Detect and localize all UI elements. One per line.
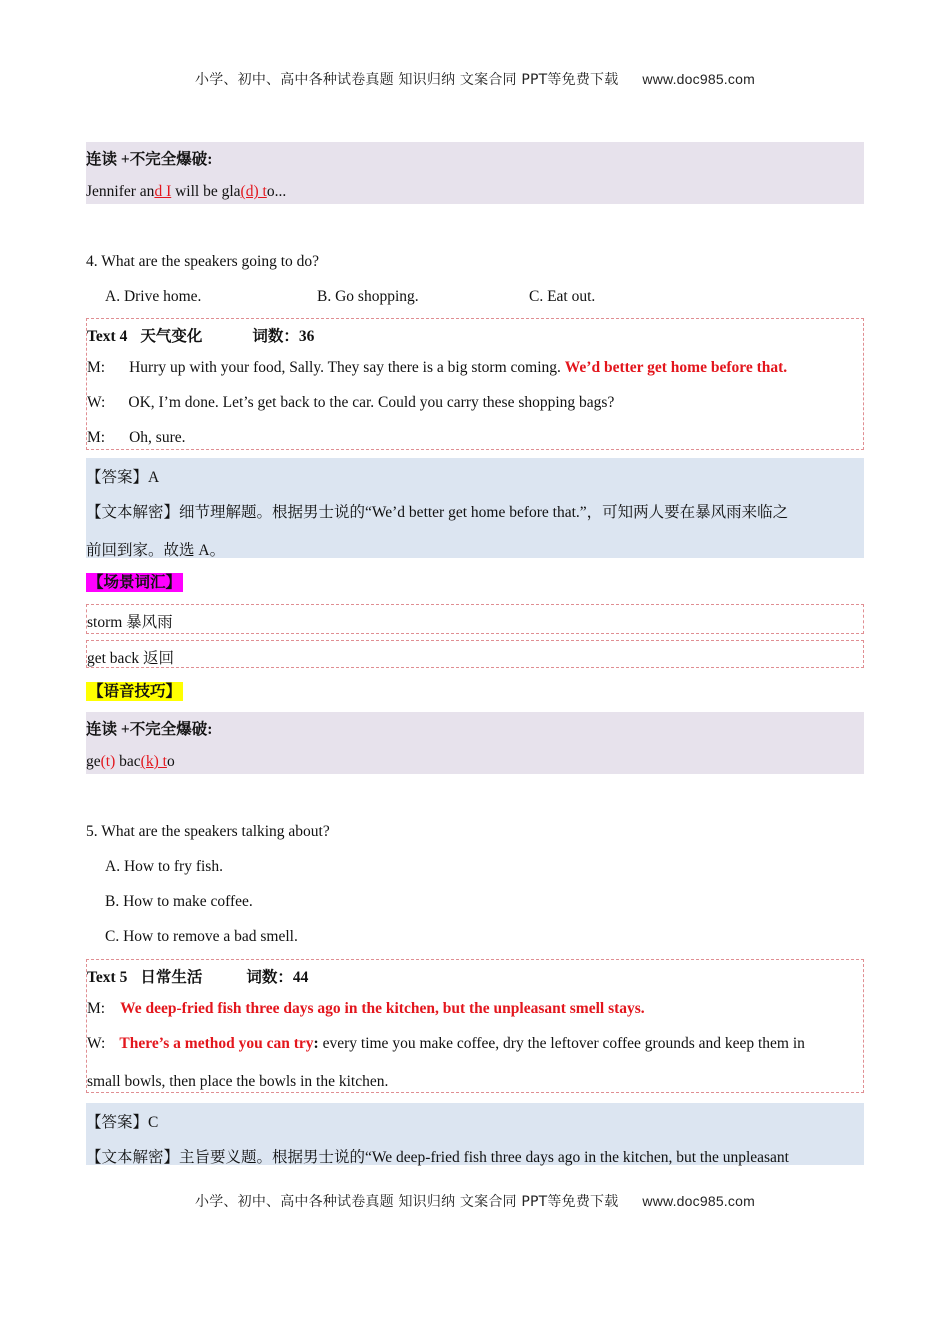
answer-block-4 [86,458,864,558]
liaison-text: bac [115,753,141,770]
explanation-4-line-2: 前回到家。故选 A。 [86,542,226,559]
speaker-label: M: [87,1000,106,1017]
liaison-block-4 [86,712,864,774]
q5-option-b: B. How to make coffee. [105,893,253,910]
header-site-link[interactable]: www.doc985.com [642,71,755,87]
q5-option-c: C. How to remove a bad smell. [105,928,298,945]
key-sentence: There’s a method you can try [119,1035,314,1052]
q4-option-b: B. Go shopping. [317,288,419,305]
vocab-item [86,640,864,668]
dialogue-text: OK, I’m done. Let’s get back to the car. Could you carry these shopping bags? [128,394,615,411]
answer-4: 【答案】A [86,469,160,486]
liaison-mark: d I [154,183,172,200]
liaison-text: Jennifer an [86,183,155,200]
transcript-text-4 [86,318,864,450]
vocab-tag-label: 【场景词汇】 [88,574,182,591]
question-5: 5. What are the speakers talking about? [86,823,330,840]
liaison-title: 连读 +不完全爆破: [86,721,213,738]
phonetics-tag [86,682,183,701]
text-topic: 日常生活 [140,969,203,986]
dialogue-line [87,359,787,377]
vocab-item [86,604,864,634]
liaison-text: will be gla [171,183,241,200]
footer-text: 小学、初中、高中各种试卷真题 知识归纳 文案合同 PPT等免费下载 [195,1194,619,1210]
dialogue-line [87,429,186,447]
speaker-label: M: [87,359,106,376]
vocab-tag [86,573,183,592]
liaison-example [86,753,175,771]
dialogue-text: Oh, sure. [129,429,186,446]
page-footer [0,1191,950,1211]
liaison-mark: (k) t [140,753,167,770]
speaker-label: W: [87,1035,106,1052]
key-sentence: We deep-fried fish three days ago in the kitchen, but the unpleasant smell stays. [120,1000,645,1017]
dialogue-text: every time you make coffee, dry the leftover coffee grounds and keep them in [318,1035,805,1052]
liaison-title: 连读 +不完全爆破: [86,151,213,168]
header-text: 小学、初中、高中各种试卷真题 知识归纳 文案合同 PPT等免费下载 [195,72,619,88]
text-label: Text 5 [87,969,128,986]
liaison-mark: (t) [100,753,116,770]
dialogue-line [87,1035,805,1053]
dialogue-line [87,394,614,412]
vocab-text: storm 暴风雨 [87,614,173,631]
q4-option-c: C. Eat out. [529,288,596,305]
answer-5: 【答案】C [86,1114,159,1131]
liaison-example [86,183,286,201]
speaker-label: W: [87,394,106,411]
text-4-heading [87,324,314,346]
speaker-label: M: [87,429,106,446]
page-header [0,69,950,89]
transcript-text-5 [86,959,864,1093]
phonetics-tag-label: 【语音技巧】 [88,683,182,700]
q5-option-a: A. How to fry fish. [105,858,223,875]
dialogue-colon: : [313,1035,319,1052]
text-topic: 天气变化 [140,328,203,345]
answer-block-5 [86,1103,864,1165]
word-count: 词数：44 [246,969,309,986]
vocab-text: get back 返回 [87,650,174,667]
dialogue-continuation: small bowls, then place the bowls in the kitchen. [87,1073,389,1090]
liaison-block-top [86,142,864,204]
liaison-mark: (d) t [240,183,267,200]
word-count: 词数：36 [252,328,315,345]
explanation-4-line-1: 【文本解密】细节理解题。根据男士说的“We’d better get home before that.”，可知两人要在暴风雨来临之 [86,504,789,521]
text-5-heading [87,965,308,987]
liaison-text: o... [266,183,287,200]
dialogue-text: Hurry up with your food, Sally. They say there is a big storm coming. [129,359,565,376]
text-label: Text 4 [87,328,128,345]
key-sentence: We’d better get home before that. [564,359,788,376]
question-4: 4. What are the speakers going to do? [86,253,319,270]
explanation-5-line-1: 【文本解密】主旨要义题。根据男士说的“We deep-fried fish three days ago in the kitchen, but the unpleasant [86,1149,789,1166]
liaison-text: ge [86,753,101,770]
q4-option-a: A. Drive home. [105,288,202,305]
liaison-text: o [166,753,175,770]
dialogue-line [87,1000,645,1018]
footer-site-link[interactable]: www.doc985.com [642,1193,755,1209]
